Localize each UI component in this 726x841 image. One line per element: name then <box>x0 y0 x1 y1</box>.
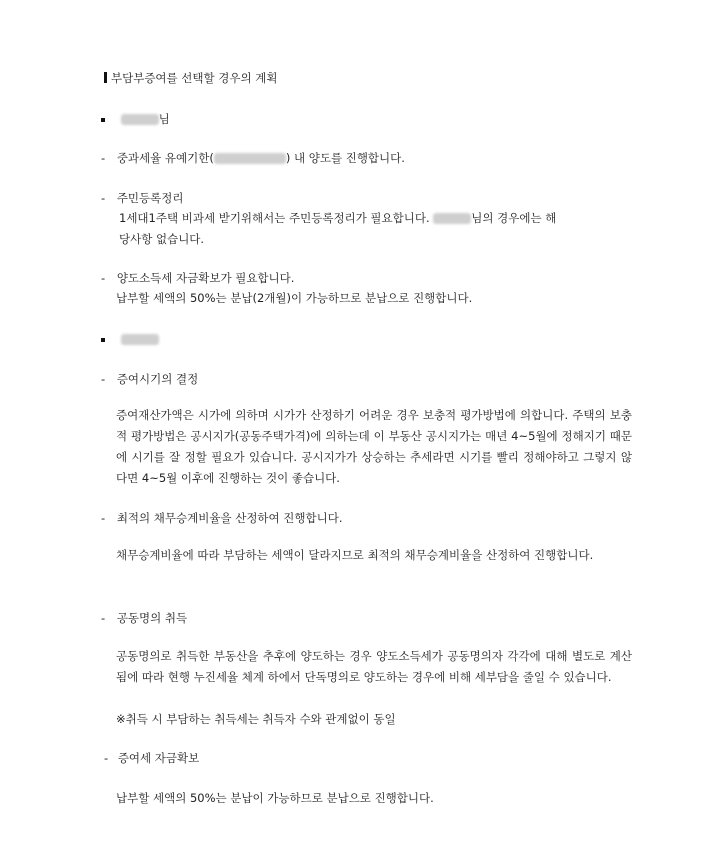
debt-ratio-heading-text: 최적의 채무승계비율을 산정하여 진행합니다. <box>116 511 343 525</box>
deferral-text-after: ) 내 양도를 진행합니다. <box>285 151 405 165</box>
residence-line-1 <box>119 210 556 226</box>
gift-timing-heading <box>101 371 198 387</box>
cgt-fund-heading-text: 양도소득세 자금확보가 필요합니다. <box>116 271 295 285</box>
dash: - <box>101 511 106 525</box>
cgt-fund-heading <box>101 270 294 286</box>
joint-ownership-heading <box>101 610 187 626</box>
dash: - <box>101 151 106 165</box>
section-title <box>104 70 278 86</box>
bullet-square-icon <box>101 118 105 122</box>
gift-timing-body: 증여재산가액은 시가에 의하며 시가가 산정하기 어려운 경우 보충적 평가방법에 의합니다. 주택의 보충적 평가방법은 공시지가(공동주택가격)에 의하는데 이 부동산 공시지가는 매년 4~5월에 정해지기 때문에 시기를 잘 정할 필요가 있습니다. 공시지가가 상승하는 추세라면 시기를 빨리 정해야하고 그렇지 않다면 4~5월 이후에 진행하는 것이 좋습니다. <box>116 408 632 485</box>
redacted-date <box>214 153 286 164</box>
gift-tax-fund-heading <box>104 750 199 766</box>
person-1-suffix: 님 <box>158 112 170 126</box>
dash: - <box>101 372 106 386</box>
dash: - <box>104 751 109 765</box>
title-marker-icon <box>104 72 107 83</box>
residence-heading-text: 주민등록정리 <box>116 191 184 205</box>
gift-tax-fund-text: 납부할 세액의 50%는 분납이 가능하므로 분납으로 진행합니다. <box>116 791 434 805</box>
redacted-name <box>121 334 159 345</box>
residence-line-2: 당사항 없습니다. <box>119 232 205 246</box>
redacted-name <box>433 213 471 224</box>
cgt-fund-text: 납부할 세액의 50%는 분납(2개월)이 가능하므로 분납으로 진행합니다. <box>116 291 473 305</box>
dash: - <box>101 191 106 205</box>
residence-heading <box>101 190 183 206</box>
person-2-item <box>101 331 159 347</box>
redacted-name <box>121 114 159 125</box>
deferral-text-before: 중과세율 유예기한( <box>116 151 214 165</box>
debt-ratio-body: 채무승계비율에 따라 부담하는 세액이 달라지므로 최적의 채무승계비율을 산정하여 진행합니다. <box>116 548 594 562</box>
joint-ownership-body: 공동명의로 취득한 부동산을 추후에 양도하는 경우 양도소득세가 공동명의자 각각에 대해 별도로 계산됨에 따라 현행 누진세율 체계 하에서 단독명의로 양도하는 경우에 비해 세부담을 줄일 수 있습니다. <box>116 649 632 684</box>
section-title-text: 부담부증여를 선택할 경우의 계획 <box>111 71 278 85</box>
dash: - <box>101 611 106 625</box>
gift-tax-fund-heading-text: 증여세 자금확보 <box>117 751 200 765</box>
person-1-item <box>101 111 170 127</box>
bullet-square-icon <box>101 338 105 342</box>
residence-line-1-before: 1세대1주택 비과세 받기위해서는 주민등록정리가 필요합니다. <box>119 211 434 225</box>
gift-timing-heading-text: 증여시기의 결정 <box>116 372 199 386</box>
dash: - <box>101 271 106 285</box>
deferral-item <box>101 150 405 166</box>
debt-ratio-heading <box>101 510 343 526</box>
residence-line-1-after: 님의 경우에는 해 <box>471 211 557 225</box>
joint-ownership-heading-text: 공동명의 취득 <box>116 611 188 625</box>
joint-ownership-note: ※취득 시 부담하는 취득세는 취득자 수와 관계없이 동일 <box>116 712 396 726</box>
